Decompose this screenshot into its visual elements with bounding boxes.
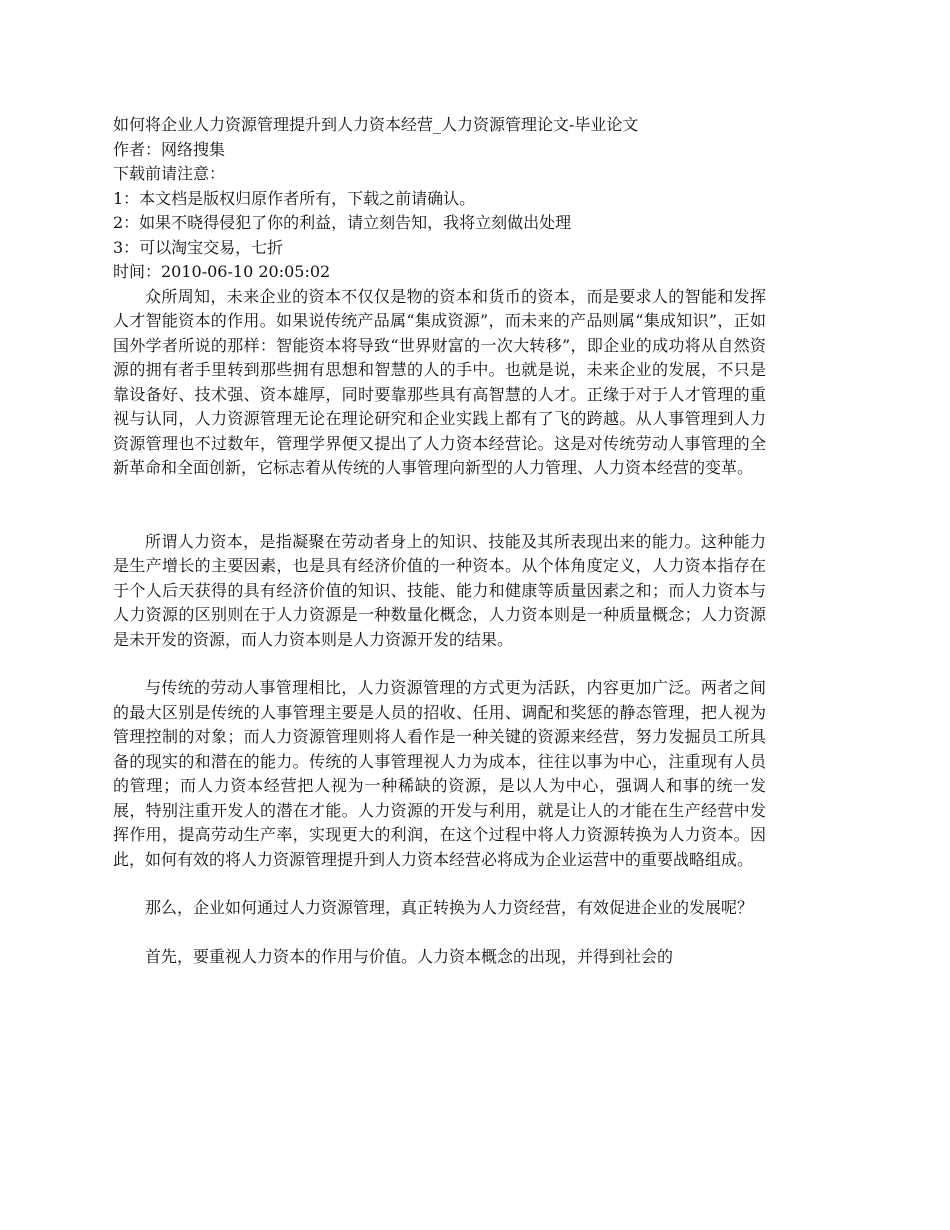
document-author: 作者：网络搜集 <box>113 139 226 159</box>
body-paragraph: 所谓人力资本，是指凝聚在劳动者身上的知识、技能及其所表现出来的能力。这种能力是生产增长的主要因素，也是具有经济价值的一种资本。从个体角度定义，人力资本指存在于个人后天获得的具有经济价值的知识、技能、能力和健康等质量因素之和；而人力资本与人力资源的区别则在于人力资源是一种数量化概念，人力资本则是一种质量概念；人力资源是未开发的资源，而人力资本则是人力资源开发的结果。 <box>113 531 766 649</box>
document-title: 如何将企业人力资源管理提升到人力资本经营_人力资源管理论文-毕业论文 <box>113 115 639 134</box>
body-paragraph: 那么，企业如何通过人力资源管理，真正转换为人力资经营，有效促进企业的发展呢？ <box>145 898 754 917</box>
notice-item: 3：可以淘宝交易，七折 <box>113 237 284 257</box>
paragraph-spacer <box>113 481 766 530</box>
paragraph-spacer <box>113 652 766 676</box>
paragraph-spacer <box>113 872 766 896</box>
notice-heading: 下载前请注意： <box>113 164 226 183</box>
notice-item: 1：本文档是版权归原作者所有，下载之前请确认。 <box>113 188 476 208</box>
body-paragraph: 首先，要重视人力资本的作用与价值。人力资本概念的出现，并得到社会的 <box>145 946 674 966</box>
document-time: 时间：2010-06-10 20:05:02 <box>113 262 331 281</box>
paragraph-spacer <box>113 921 766 945</box>
notice-item: 2：如果不晓得侵犯了你的利益，请立刻告知，我将立刻做出处理 <box>113 213 572 232</box>
body-paragraph: 与传统的劳动人事管理相比，人力资源管理的方式更为活跃，内容更加广泛。两者之间的最大区别是传统的人事管理主要是人员的招收、任用、调配和奖惩的静态管理，把人视为管理控制的对象；而人力资源管理则将人看作是一种关键的资源来经营，努力发掘员工所具备的现实的和潜在的能力。传统的人事管理视人力为成本，往往以事为中心，注重现有人员的管理；而人力资本经营把人视为一种稀缺的资源，是以人为中心，强调人和事的统一发展，特别注重开发人的潜在才能。人力资源的开发与利用，就是让人的才能在生产经营中发挥作用，提高劳动生产率，实现更大的利润，在这个过程中将人力资源转换为人力资本。因此，如何有效的将人力资源管理提升到人力资本经营必将成为企业运营中的重要战略组成。 <box>113 678 766 869</box>
document-page <box>113 113 766 969</box>
body-paragraph: 众所周知，未来企业的资本不仅仅是物的资本和货币的资本，而是要求人的智能和发挥人才智能资本的作用。如果说传统产品属“集成资源”，而未来的产品则属“集成知识”，正如国外学者所说的那样：智能资本将导致“世界财富的一次大转移”，即企业的成功将从自然资源的拥有者手里转到那些拥有思想和智慧的人的手中。也就是说，未来企业的发展，不只是靠设备好、技术强、资本雄厚，同时要靠那些具有高智慧的人才。正缘于对于人才管理的重视与认同，人力资源管理无论在理论研究和企业实践上都有了飞的跨越。从人事管理到人力资源管理也不过数年，管理学界便又提出了人力资本经营论。这是对传统劳动人事管理的全新革命和全面创新，它标志着从传统的人事管理向新型的人力管理、人力资本经营的变革。 <box>113 286 766 477</box>
